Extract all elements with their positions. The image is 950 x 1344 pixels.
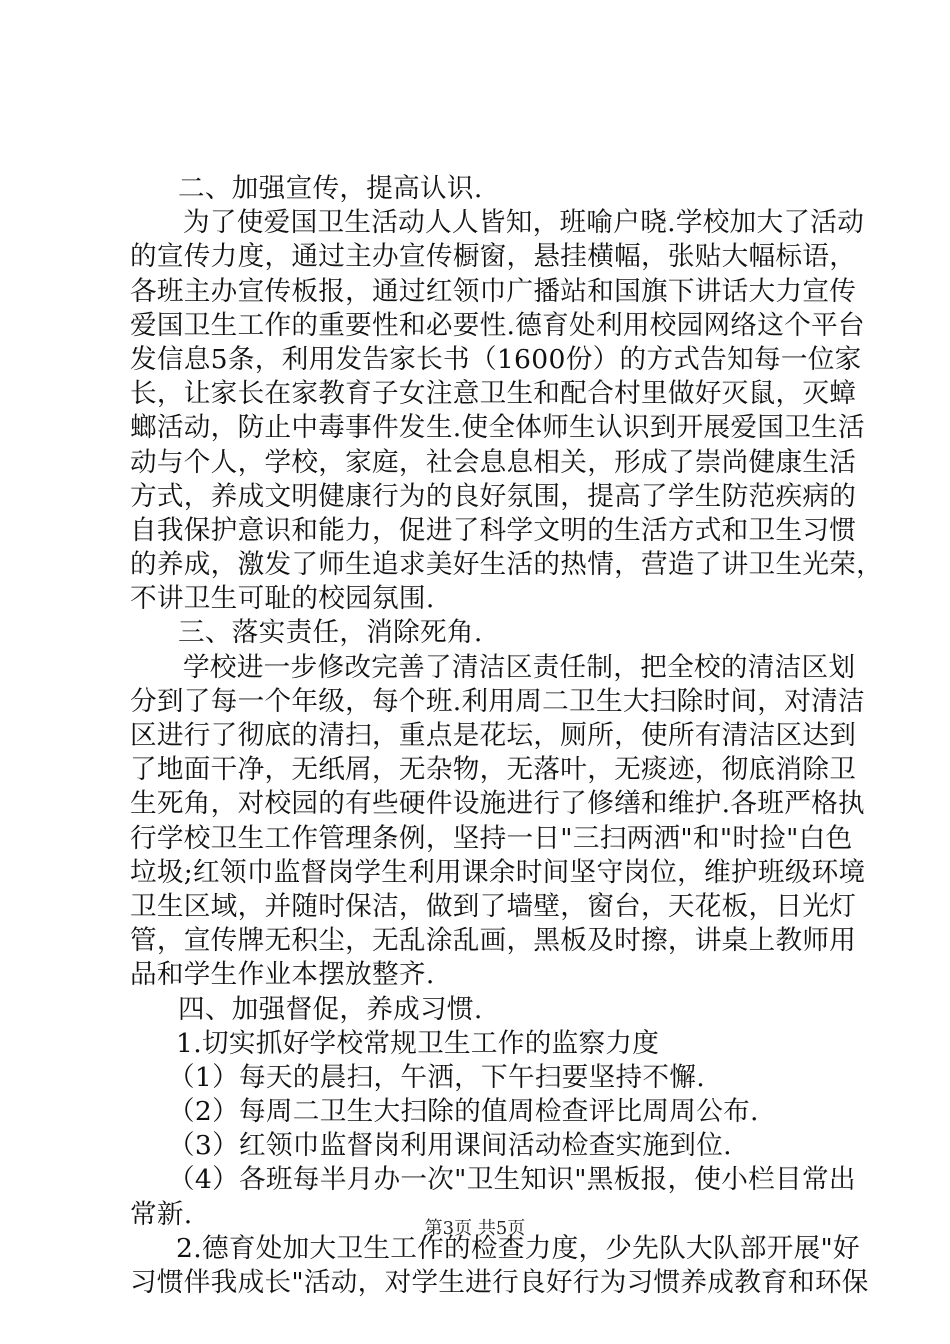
- paragraph-line: 长，让家长在家教育子女注意卫生和配合村里做好灭鼠，灭蟑: [130, 378, 857, 410]
- list-item: （1）每天的晨扫，午洒，下午扫要坚持不懈.: [168, 1061, 705, 1093]
- paragraph-line: 为了使爱国卫生活动人人皆知，班喻户晓.学校加大了活动: [183, 207, 865, 239]
- paragraph-line: 生死角，对校园的有些硬件设施进行了修缮和维护.各班严格执: [130, 788, 865, 820]
- section-heading: 四、加强督促，养成习惯.: [178, 993, 483, 1025]
- document-body: [130, 172, 884, 1300]
- paragraph-line: 区进行了彻底的清扫，重点是花坛，厕所，使所有清洁区达到: [130, 720, 857, 751]
- page-number-footer: 第3页 共5页: [424, 1218, 526, 1239]
- paragraph-line: 自我保护意识和能力，促进了科学文明的生活方式和卫生习惯: [130, 514, 857, 546]
- paragraph-line: 不讲卫生可耻的校园氛围.: [130, 583, 435, 615]
- paragraph-line: 螂活动，防止中毒事件发生.使全体师生认识到开展爱国卫生活: [130, 412, 865, 444]
- paragraph-line: 方式，养成文明健康行为的良好氛围，提高了学生防范疾病的: [130, 480, 857, 512]
- list-item: （2）每周二卫生大扫除的值周检查评比周周公布.: [168, 1096, 759, 1128]
- section-heading: 二、加强宣传，提高认识.: [178, 173, 483, 204]
- paragraph-line: 爱国卫生工作的重要性和必要性.德育处利用校园网络这个平台: [130, 309, 865, 341]
- paragraph-line: 学校进一步修改完善了清洁区责任制，把全校的清洁区划: [183, 651, 856, 683]
- paragraph-line: 的养成，激发了师生追求美好生活的热情，营造了讲卫生光荣，: [130, 549, 884, 581]
- list-item: 1.切实抓好学校常规卫生工作的监察力度: [176, 1027, 660, 1059]
- paragraph-line: 管，宣传牌无积尘，无乱涂乱画，黑板及时擦，讲桌上教师用: [130, 925, 857, 957]
- list-item: （4）各班每半月办一次"卫生知识"黑板报，使小栏目常出: [168, 1164, 856, 1196]
- paragraph-line: 的宣传力度，通过主办宣传橱窗，悬挂横幅，张贴大幅标语，: [130, 241, 857, 273]
- list-item: 2.德育处加大卫生工作的检查力度，少先队大队部开展"好: [176, 1232, 860, 1264]
- paragraph-line: 垃圾;红领巾监督岗学生利用课余时间坚守岗位，维护班级环境: [130, 856, 866, 888]
- list-item: （3）红领巾监督岗利用课间活动检查实施到位.: [168, 1130, 732, 1162]
- paragraph-line: 卫生区域，并随时保洁，做到了墙壁，窗台，天花板，日光灯: [130, 890, 857, 922]
- paragraph-line: 发信息5条，利用发告家长书（1600份）的方式告知每一位家: [130, 343, 862, 375]
- paragraph-line: 行学校卫生工作管理条例，坚持一日"三扫两洒"和"时捡"白色: [130, 822, 853, 854]
- paragraph-line: 各班主办宣传板报，通过红领巾广播站和国旗下讲话大力宣传: [130, 275, 857, 307]
- paragraph-line: 常新.: [130, 1198, 193, 1230]
- paragraph-line: 动与个人，学校，家庭，社会息息相关，形成了崇尚健康生活: [130, 446, 857, 478]
- paragraph-line: 分到了每一个年级，每个班.利用周二卫生大扫除时间，对清洁: [130, 685, 865, 717]
- paragraph-line: 品和学生作业本摆放整齐.: [130, 959, 435, 991]
- section-heading: 三、落实责任，消除死角.: [178, 617, 483, 649]
- paragraph-line: 习惯伴我成长"活动，对学生进行良好行为习惯养成教育和环保: [130, 1267, 869, 1298]
- paragraph-line: 了地面干净，无纸屑，无杂物，无落叶，无痰迹，彻底消除卫: [130, 754, 857, 786]
